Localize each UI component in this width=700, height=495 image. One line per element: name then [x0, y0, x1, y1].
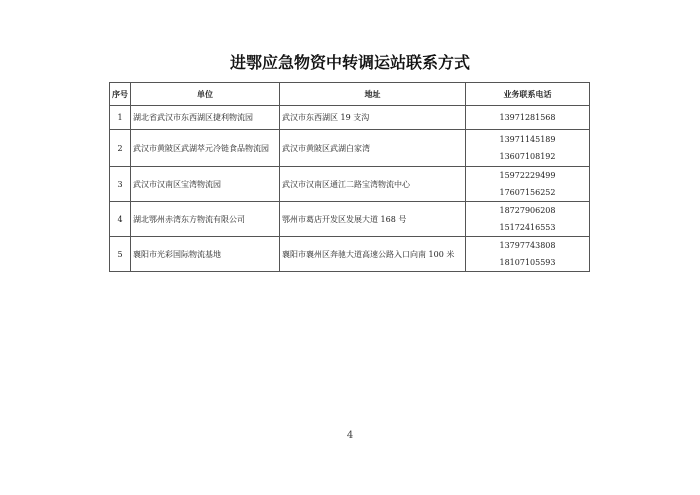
- table-row: [110, 167, 590, 202]
- phone-number: 15172416553: [499, 223, 556, 232]
- address: 武汉市黄陂区武湖白家湾: [280, 130, 466, 167]
- phone-cell: [466, 237, 590, 272]
- address: 鄂州市葛店开发区发展大道 168 号: [280, 202, 466, 237]
- phone-number: 18727906208: [499, 206, 556, 215]
- phone-number: 17607156252: [499, 188, 556, 197]
- unit-name: 湖北省武汉市东西湖区捷利物流园: [131, 106, 280, 130]
- phone-number: 13971281568: [499, 113, 556, 122]
- header-phone: 业务联系电话: [466, 83, 590, 106]
- phone-number: 15972229499: [499, 171, 556, 180]
- phone-number: 13607108192: [499, 152, 556, 161]
- unit-name: 襄阳市光彩国际物流基地: [131, 237, 280, 272]
- document-title: 进鄂应急物资中转调运站联系方式: [229, 53, 470, 72]
- address: 武汉市东西湖区 19 支沟: [280, 106, 466, 130]
- row-number: 2: [110, 130, 131, 167]
- table-header-row: [110, 83, 590, 106]
- row-number: 5: [110, 237, 131, 272]
- row-number: 3: [110, 167, 131, 202]
- unit-name: 湖北鄂州赤湾东方物流有限公司: [131, 202, 280, 237]
- row-number: 4: [110, 202, 131, 237]
- phone-number: 13797743808: [499, 241, 556, 250]
- contact-table: [109, 82, 590, 272]
- table-row: [110, 202, 590, 237]
- address: 武汉市汉南区通江二路宝湾物流中心: [280, 167, 466, 202]
- phone-cell: [466, 202, 590, 237]
- phone-cell: [466, 167, 590, 202]
- header-no: 序号: [110, 83, 131, 106]
- table-row: [110, 130, 590, 167]
- phone-number: 18107105593: [499, 258, 556, 267]
- unit-name: 武汉市黄陂区武湖萃元冷链食品物流园: [131, 130, 280, 167]
- phone-number: 13971145189: [499, 135, 556, 144]
- header-unit: 单位: [131, 83, 280, 106]
- address: 襄阳市襄州区奔驰大道高速公路入口向南 100 米: [280, 237, 466, 272]
- page-number: 4: [346, 430, 354, 441]
- phone-cell: [466, 106, 590, 130]
- row-number: 1: [110, 106, 131, 130]
- table-row: [110, 106, 590, 130]
- unit-name: 武汉市汉南区宝湾物流园: [131, 167, 280, 202]
- table-row: [110, 237, 590, 272]
- phone-cell: [466, 130, 590, 167]
- header-address: 地址: [280, 83, 466, 106]
